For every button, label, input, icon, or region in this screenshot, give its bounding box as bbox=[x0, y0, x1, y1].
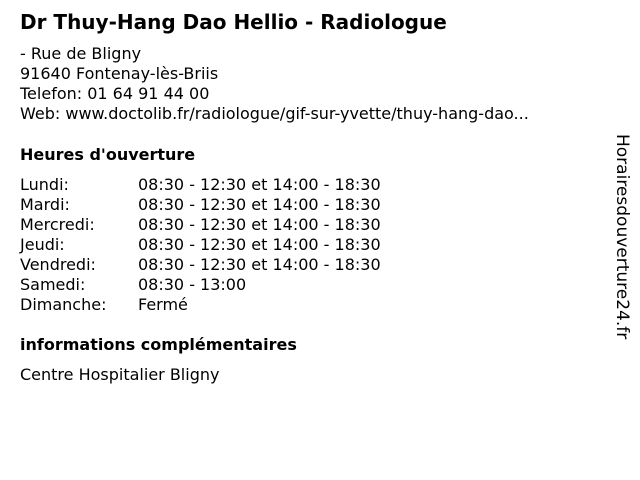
day-label: Samedi: bbox=[20, 275, 86, 294]
day-label: Jeudi: bbox=[20, 235, 65, 254]
street-address: - Rue de Bligny bbox=[20, 44, 142, 63]
time-value: 08:30 - 12:30 et 14:00 - 18:30 bbox=[138, 255, 381, 274]
time-value: 08:30 - 12:30 et 14:00 - 18:30 bbox=[138, 195, 381, 214]
hours-row-monday bbox=[20, 175, 381, 195]
day-label: Mercredi: bbox=[20, 215, 95, 234]
city-address: 91640 Fontenay-lès-Briis bbox=[20, 64, 219, 83]
time-value: Fermé bbox=[138, 295, 188, 314]
day-label: Lundi: bbox=[20, 175, 69, 194]
address-block bbox=[20, 44, 529, 124]
day-label: Mardi: bbox=[20, 195, 70, 214]
time-value: 08:30 - 12:30 et 14:00 - 18:30 bbox=[138, 215, 381, 234]
time-value: 08:30 - 13:00 bbox=[138, 275, 247, 294]
hours-row-friday bbox=[20, 255, 381, 275]
hours-row-tuesday bbox=[20, 195, 381, 215]
additional-info-text: Centre Hospitalier Bligny bbox=[20, 365, 220, 384]
time-value: 08:30 - 12:30 et 14:00 - 18:30 bbox=[138, 235, 381, 254]
time-value: 08:30 - 12:30 et 14:00 - 18:30 bbox=[138, 175, 381, 194]
day-label: Dimanche: bbox=[20, 295, 107, 314]
hours-row-thursday bbox=[20, 235, 381, 255]
site-watermark: Horairesdouverture24.fr bbox=[612, 134, 632, 340]
phone-number: Telefon: 01 64 91 44 00 bbox=[20, 84, 210, 103]
opening-hours-table bbox=[20, 175, 381, 315]
hours-row-saturday bbox=[20, 275, 381, 295]
page-title: Dr Thuy-Hang Dao Hellio - Radiologue bbox=[20, 10, 447, 34]
hours-heading: Heures d'ouverture bbox=[20, 145, 196, 164]
website-link[interactable]: Web: www.doctolib.fr/radiologue/gif-sur-yvette/thuy-hang-dao... bbox=[20, 104, 529, 123]
hours-row-wednesday bbox=[20, 215, 381, 235]
day-label: Vendredi: bbox=[20, 255, 96, 274]
additional-info-heading: informations complémentaires bbox=[20, 335, 297, 354]
hours-row-sunday bbox=[20, 295, 381, 315]
